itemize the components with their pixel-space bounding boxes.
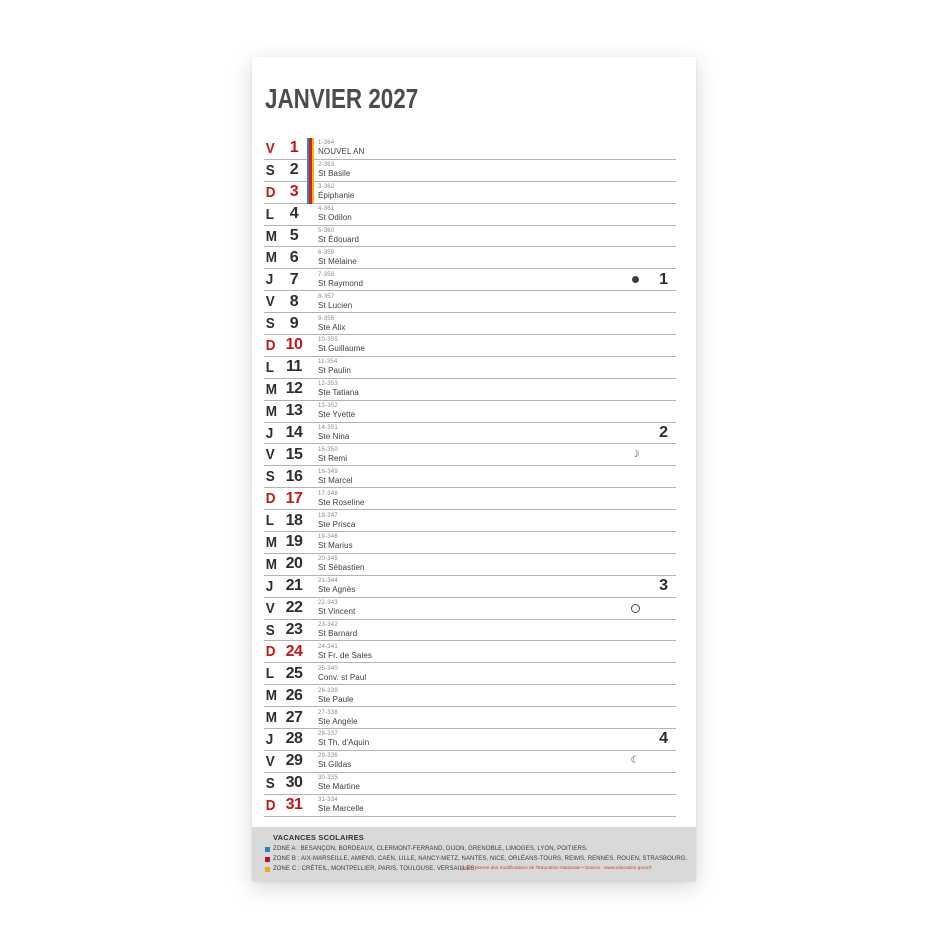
saint-name: Ste Alix <box>318 322 346 332</box>
day-of-year-counter: 12-353 <box>318 381 338 388</box>
day-number: 5 <box>289 227 299 244</box>
day-of-year-counter: 25-340 <box>318 665 338 672</box>
saint-name: St Paulin <box>318 366 351 376</box>
day-of-year-counter: 4-361 <box>318 206 335 213</box>
day-text <box>318 469 353 485</box>
day-text <box>318 381 359 397</box>
saint-name: St Sébastien <box>318 563 365 573</box>
saint-name: St Basile <box>318 169 351 179</box>
day-text <box>318 731 369 747</box>
day-number: 15 <box>285 445 303 463</box>
day-of-year-counter: 14-351 <box>318 425 338 432</box>
day-number: 19 <box>285 533 303 551</box>
day-text <box>318 753 351 769</box>
day-text <box>318 644 372 660</box>
day-number: 20 <box>285 555 303 573</box>
zone-c-line <box>265 866 476 872</box>
weekday-letter: V <box>265 293 275 311</box>
day-text <box>318 228 359 244</box>
day-of-year-counter: 3-362 <box>318 184 335 191</box>
week-number: 4 <box>659 730 668 748</box>
saint-name: Ste Angèle <box>318 716 358 726</box>
day-text <box>318 140 364 156</box>
saint-name: St Barnard <box>318 629 358 639</box>
day-number: 26 <box>285 686 303 704</box>
day-number: 25 <box>285 664 303 682</box>
calendar-page <box>252 57 696 881</box>
weekday-letter: D <box>265 336 276 354</box>
day-of-year-counter: 17-348 <box>318 490 338 497</box>
day-of-year-counter: 10-355 <box>318 337 338 344</box>
saint-name: St Édouard <box>318 235 360 244</box>
day-text <box>318 534 353 550</box>
day-number: 10 <box>285 336 303 354</box>
weekday-letter: L <box>265 665 275 683</box>
day-text <box>318 447 347 463</box>
day-row-25 <box>264 663 676 685</box>
day-number: 18 <box>285 511 303 529</box>
saint-name: St Vincent <box>318 607 356 617</box>
day-of-year-counter: 2-363 <box>318 162 335 169</box>
day-text <box>318 337 365 353</box>
day-row-23 <box>264 620 676 642</box>
saint-name: St Gildas <box>318 760 352 770</box>
weekday-letter: V <box>265 446 275 464</box>
day-of-year-counter: 27-338 <box>318 709 338 716</box>
week-number: 3 <box>659 577 668 595</box>
saint-name: St Odilon <box>318 213 352 223</box>
day-text <box>318 556 365 572</box>
week-number: 1 <box>659 270 668 288</box>
day-row-21 <box>264 576 676 598</box>
weekday-letter: V <box>265 139 275 157</box>
zone-c-text: ZONE C : CRÉTEIL, MONTPELLIER, PARIS, TOULOUSE, VERSAILLES. <box>273 866 477 872</box>
day-row-19 <box>264 532 676 554</box>
last-quarter-moon-icon: ☾ <box>630 755 640 767</box>
day-number: 7 <box>289 270 299 288</box>
saint-name: Ste Prisca <box>318 519 356 529</box>
day-row-18 <box>264 510 676 532</box>
school-holidays-footer <box>252 827 696 881</box>
weekday-letter: S <box>265 621 275 639</box>
day-text <box>318 797 364 813</box>
day-number: 16 <box>285 467 303 485</box>
day-of-year-counter: 1-364 <box>318 140 335 147</box>
day-of-year-counter: 20-345 <box>318 556 338 563</box>
day-row-31 <box>264 795 676 817</box>
saint-name: Ste Roseline <box>318 497 365 507</box>
day-number: 2 <box>289 161 299 179</box>
saint-name: St Remi <box>318 453 348 463</box>
saint-name: Épiphanie <box>318 191 355 201</box>
saint-name: St Mélaine <box>318 256 357 266</box>
day-number: 3 <box>289 183 299 201</box>
day-row-27 <box>264 707 676 729</box>
weekday-letter: M <box>265 709 278 727</box>
weekday-letter: L <box>265 358 275 376</box>
day-text <box>318 578 355 594</box>
day-of-year-counter: 16-349 <box>318 468 338 475</box>
day-text <box>318 710 358 726</box>
weekday-letter: V <box>265 752 275 770</box>
day-row-5 <box>264 226 676 248</box>
day-text <box>318 403 355 419</box>
day-text <box>318 184 355 200</box>
day-text <box>318 359 351 375</box>
day-of-year-counter: 8-357 <box>318 293 335 300</box>
saint-name: St Th. d'Aquin <box>318 738 370 748</box>
weekday-letter: J <box>265 730 274 748</box>
day-of-year-counter: 5-360 <box>318 228 335 234</box>
weekday-letter: D <box>265 643 276 661</box>
moon-phase-slot <box>627 269 643 290</box>
saint-name: St Guillaume <box>318 344 365 354</box>
zone-b-text: ZONE B : AIX-MARSEILLE, AMIENS, CAEN, LILLE, NANCY-METZ, NANTES, NICE, ORLÉANS-TOURS, REIMS, RENNES, ROUEN, STRASBOURG. <box>273 856 688 862</box>
school-holiday-stripe <box>307 138 314 204</box>
week-number: 2 <box>659 424 668 442</box>
footer-title: VACANCES SCOLAIRES <box>273 833 364 842</box>
day-number: 24 <box>285 642 303 660</box>
weekday-letter: V <box>265 599 275 617</box>
day-of-year-counter: 26-339 <box>318 687 338 694</box>
weekday-letter: M <box>265 227 278 245</box>
day-row-13 <box>264 401 676 423</box>
day-number: 12 <box>285 380 303 398</box>
saint-name: St Marius <box>318 541 353 551</box>
weekday-letter: J <box>265 424 274 442</box>
weekday-letter: S <box>265 161 275 179</box>
weekday-letter: J <box>265 577 274 595</box>
day-of-year-counter: 6-359 <box>318 249 335 256</box>
saint-name: St Lucien <box>318 300 353 310</box>
day-row-16 <box>264 466 676 488</box>
weekday-letter: M <box>265 249 278 267</box>
day-of-year-counter: 22-343 <box>318 600 338 607</box>
day-row-30 <box>264 773 676 795</box>
day-number: 14 <box>285 424 303 442</box>
day-number: 30 <box>285 774 303 792</box>
page-title: JANVIER 2027 <box>265 83 419 114</box>
day-number: 27 <box>285 708 303 726</box>
day-number: 9 <box>289 314 299 332</box>
day-text <box>318 491 365 507</box>
day-row-20 <box>264 554 676 576</box>
saint-name: Ste Marcelle <box>318 804 364 814</box>
weekday-letter: M <box>265 687 278 705</box>
day-row-17 <box>264 488 676 510</box>
day-text <box>318 666 366 682</box>
day-text <box>318 316 345 332</box>
weekday-letter: S <box>265 315 275 333</box>
day-of-year-counter: 30-335 <box>318 775 338 782</box>
day-text <box>318 272 363 288</box>
day-row-14 <box>264 423 676 445</box>
day-of-year-counter: 15-350 <box>318 446 338 453</box>
saint-name: NOUVEL AN <box>318 147 365 157</box>
day-of-year-counter: 7-358 <box>318 271 335 278</box>
day-row-24 <box>264 641 676 663</box>
day-number: 21 <box>285 577 303 595</box>
day-row-7 <box>264 269 676 291</box>
day-text <box>318 513 355 529</box>
weekday-letter: J <box>265 271 274 289</box>
day-row-3 <box>264 182 676 204</box>
day-of-year-counter: 28-337 <box>318 731 338 738</box>
day-of-year-counter: 19-346 <box>318 534 338 541</box>
day-of-year-counter: 31-334 <box>318 797 338 804</box>
day-number: 29 <box>285 752 303 770</box>
day-row-28 <box>264 729 676 751</box>
saint-name: Ste Nina <box>318 432 350 442</box>
day-row-10 <box>264 335 676 357</box>
saint-name: Ste Tatiana <box>318 388 359 398</box>
weekday-letter: M <box>265 555 278 573</box>
zone-a-square-icon <box>265 847 270 852</box>
day-number: 28 <box>285 730 303 748</box>
day-number: 17 <box>285 489 303 507</box>
day-row-15 <box>264 444 676 466</box>
day-number: 31 <box>285 796 303 814</box>
weekday-letter: L <box>265 205 275 223</box>
day-row-11 <box>264 357 676 379</box>
zone-b-line <box>265 856 687 862</box>
day-number: 11 <box>286 358 302 376</box>
day-text <box>318 425 349 441</box>
day-number: 13 <box>285 402 303 420</box>
day-number: 6 <box>289 248 299 266</box>
saint-name: St Raymond <box>318 278 364 288</box>
day-of-year-counter: 9-356 <box>318 315 335 322</box>
day-number: 4 <box>289 205 299 223</box>
day-text <box>318 162 350 178</box>
day-text <box>318 206 352 222</box>
zone-c-square-icon <box>265 867 270 872</box>
full-moon-icon <box>631 604 640 613</box>
day-of-year-counter: 13-352 <box>318 403 338 410</box>
day-text <box>318 622 357 638</box>
saint-name: St Fr. de Sales <box>318 650 372 660</box>
day-row-29 <box>264 751 676 773</box>
day-text <box>318 250 357 266</box>
saint-name: St Marcel <box>318 475 353 485</box>
calendar-rows <box>264 138 676 817</box>
weekday-letter: L <box>265 512 275 530</box>
weekday-letter: D <box>265 490 276 508</box>
day-of-year-counter: 29-336 <box>318 753 338 760</box>
day-row-12 <box>264 379 676 401</box>
day-text <box>318 775 360 791</box>
weekday-letter: D <box>265 796 276 814</box>
day-text <box>318 688 354 704</box>
zone-a-line <box>265 846 588 852</box>
day-row-6 <box>264 247 676 269</box>
day-row-22 <box>264 598 676 620</box>
moon-phase-slot <box>627 751 643 772</box>
first-quarter-moon-icon: ☽ <box>630 448 640 460</box>
day-of-year-counter: 11-354 <box>318 359 338 366</box>
new-moon-icon <box>632 276 639 283</box>
saint-name: Ste Yvette <box>318 410 356 420</box>
weekday-letter: M <box>265 402 278 420</box>
day-row-1 <box>264 138 676 160</box>
moon-phase-slot <box>627 598 643 619</box>
day-row-4 <box>264 204 676 226</box>
day-text <box>318 600 355 616</box>
day-of-year-counter: 24-341 <box>318 643 338 650</box>
saint-name: Conv. st Paul <box>318 672 367 682</box>
weekday-letter: S <box>265 774 275 792</box>
day-row-8 <box>264 291 676 313</box>
zone-a-text: ZONE A : BESANÇON, BORDEAUX, CLERMONT-FERRAND, DIJON, GRENOBLE, LIMOGES, LYON, POITIERS. <box>273 846 588 852</box>
day-row-2 <box>264 160 676 182</box>
day-of-year-counter: 23-342 <box>318 622 338 629</box>
day-row-9 <box>264 313 676 335</box>
weekday-letter: S <box>265 468 275 486</box>
day-number: 23 <box>285 621 303 639</box>
education-source-note: Sous réserve des modifications de l'Education Nationale • Source : www.education.gouv.fr <box>460 866 652 871</box>
day-number: 8 <box>289 292 299 310</box>
weekday-letter: M <box>265 380 278 398</box>
weekday-letter: D <box>265 183 276 201</box>
day-row-26 <box>264 685 676 707</box>
saint-name: Ste Agnès <box>318 585 356 595</box>
zone-c-stripe-bar <box>312 138 314 204</box>
day-of-year-counter: 18-347 <box>318 512 338 519</box>
moon-phase-slot <box>627 444 643 465</box>
weekday-letter: M <box>265 533 278 551</box>
day-number: 1 <box>289 139 299 157</box>
saint-name: Ste Martine <box>318 782 361 792</box>
day-of-year-counter: 21-344 <box>318 578 338 585</box>
saint-name: Ste Paule <box>318 694 354 704</box>
day-text <box>318 294 352 310</box>
day-number: 22 <box>285 599 303 617</box>
zone-b-square-icon <box>265 857 270 862</box>
